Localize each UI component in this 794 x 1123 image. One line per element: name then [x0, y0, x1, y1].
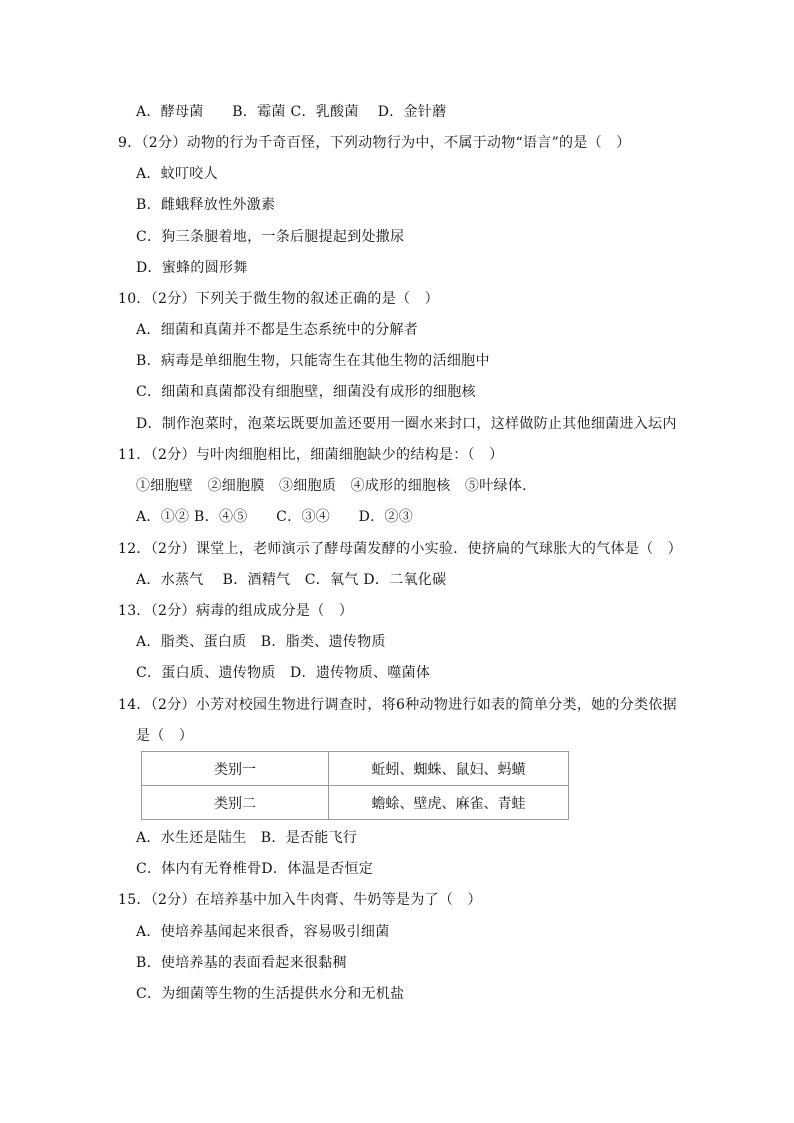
q9-option-b: B．雌蛾释放性外激素 [136, 197, 276, 213]
q14-option-cd: C．体内有无脊椎骨D．体温是否恒定 [136, 861, 374, 877]
table-cell-animals: 蟾蜍、壁虎、麻雀、青蛙 [329, 786, 569, 820]
q15-stem: 15．（2分）在培养基中加入牛肉膏、牛奶等是为了（ ） [118, 892, 482, 908]
q11-items: ①细胞壁 ②细胞膜 ③细胞质 ④成形的细胞核 ⑤叶绿体． [136, 478, 537, 494]
q13-option-ab: A．脂类、蛋白质 B．脂类、遗传物质 [136, 634, 386, 650]
classification-table [141, 751, 569, 820]
q13-option-cd: C．蛋白质、遗传物质 D．遗传物质、噬菌体 [136, 665, 431, 681]
q10-option-d: D．制作泡菜时，泡菜坛既要加盖还要用一圈水来封口，这样做防止其他细菌进入坛内 [136, 416, 677, 432]
q12-stem: 12．（2分）课堂上，老师演示了酵母菌发酵的小实验．使挤扁的气球胀大的气体是（ ） [118, 541, 683, 557]
q9-option-a: A．蚊叮咬人 [136, 166, 218, 182]
q9-option-c: C．狗三条腿着地，一条后腿提起到处撒尿 [136, 229, 405, 245]
q14-stem-line2: 是（ ） [136, 728, 194, 744]
q10-option-a: A．细菌和真菌并不都是生态系统中的分解者 [136, 322, 419, 338]
q11-options: A．①② B．④⑤ C．③④ D．②③ [136, 509, 414, 525]
q9-stem: 9．（2分）动物的行为千奇百怪，下列动物行为中，不属于动物“语言”的是（ ） [118, 135, 631, 151]
q14-option-ab: A．水生还是陆生 B．是否能飞行 [136, 830, 358, 846]
q10-option-b: B．病毒是单细胞生物，只能寄生在其他生物的活细胞中 [136, 353, 490, 369]
q10-option-c: C．细菌和真菌都没有细胞壁，细菌没有成形的细胞核 [136, 384, 476, 400]
q9-option-d: D．蜜蜂的圆形舞 [136, 260, 248, 276]
q11-stem: 11．（2分）与叶肉细胞相比，细菌细胞缺少的结构是：（ ） [118, 447, 504, 463]
table-row [142, 786, 569, 820]
q8-options: A．酵母菌 B．霉菌 C．乳酸菌 D．金针蘑 [136, 104, 447, 120]
q13-stem: 13．（2分）病毒的组成成分是（ ） [118, 603, 354, 619]
q15-option-a: A．使培养基闻起来很香，容易吸引细菌 [136, 924, 390, 940]
q15-option-c: C．为细菌等生物的生活提供水分和无机盐 [136, 986, 405, 1002]
table-cell-animals: 蚯蚓、蜘蛛、鼠妇、蚂蟥 [329, 752, 569, 786]
q12-options: A．水蒸气 B．酒精气 C．氧气 D．二氧化碳 [136, 572, 447, 588]
table-row [142, 752, 569, 786]
q14-stem-line1: 14．（2分）小芳对校园生物进行调查时，将6种动物进行如表的简单分类，她的分类依据 [118, 697, 677, 713]
table-cell-category: 类别二 [142, 786, 329, 820]
table-cell-category: 类别一 [142, 752, 329, 786]
q15-option-b: B．使培养基的表面看起来很黏稠 [136, 955, 347, 971]
q10-stem: 10．（2分）下列关于微生物的叙述正确的是（ ） [118, 291, 439, 307]
